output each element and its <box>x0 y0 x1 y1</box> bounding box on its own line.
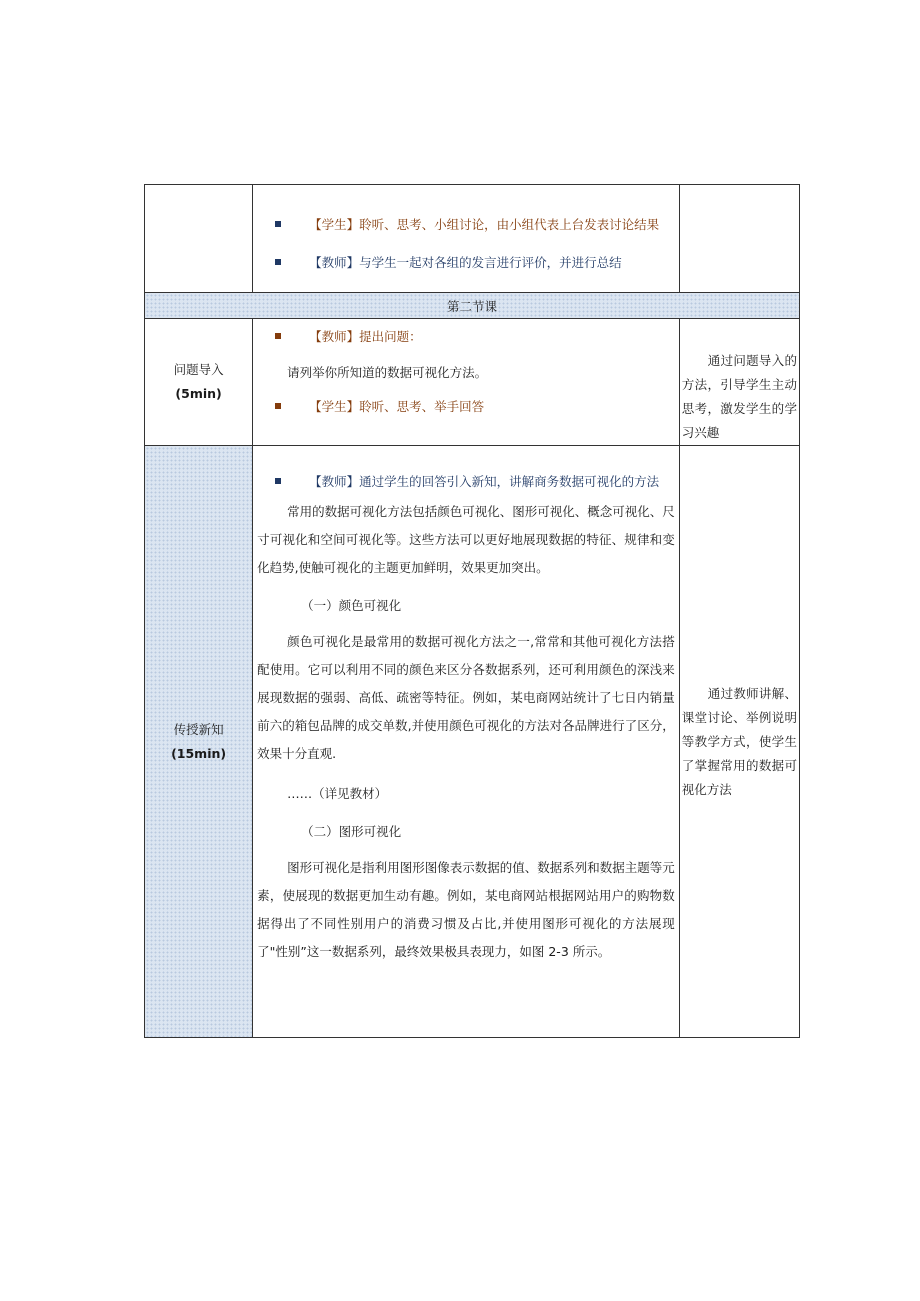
section-header-row <box>145 293 800 319</box>
question-text: 请列举你所知道的数据可视化方法。 <box>287 365 488 380</box>
body-paragraph: 图形可视化是指利用图形图像表示数据的值、数据系列和数据主题等元素，使展现的数据更加生动有趣。例如，某电商网站根据网站用户的购物数据得出了不同性别用户的消费习惯及占比,并使用图形可视化的方法展现了"性别”这一数据系列，最终效果极具表现力，如图 2-3 所示。 <box>257 860 675 959</box>
square-bullet-icon <box>275 333 281 339</box>
stage-name: 问题导入 <box>173 362 224 377</box>
intent-text: 通过教师讲解、课堂讨论、举例说明等教学方式，使学生了掌握常用的数据可视化方法 <box>681 685 797 797</box>
section-title: 第二节课 <box>145 293 800 319</box>
teacher-bullet <box>253 323 679 351</box>
subsection-heading: （一）颜色可视化 <box>301 598 402 613</box>
activity-cell <box>253 319 680 446</box>
square-bullet-icon <box>275 259 281 265</box>
stage-cell-empty <box>145 185 253 293</box>
student-bullet <box>253 393 679 421</box>
square-bullet-icon <box>275 403 281 409</box>
stage-time: (15min) <box>171 745 227 761</box>
square-bullet-icon <box>275 221 281 227</box>
square-bullet-icon <box>275 478 281 484</box>
bullet-text: 【教师】通过学生的回答引入新知，讲解商务数据可视化的方法 <box>309 474 660 489</box>
intent-cell-empty <box>679 185 799 293</box>
bullet-text: 【教师】提出问题： <box>309 329 422 344</box>
lesson-plan-table <box>144 184 800 1038</box>
see-textbook-note: ……（详见教材） <box>287 786 388 801</box>
bullet-text: 【教师】与学生一起对各组的发言进行评价，并进行总结 <box>309 255 622 270</box>
stage-time: (5min) <box>175 386 222 401</box>
intent-cell <box>679 446 799 1038</box>
activity-cell <box>253 446 680 1038</box>
body-paragraph: 颜色可视化是最常用的数据可视化方法之一,常常和其他可视化方法搭配使用。它可以利用不同的颜色来区分各数据系列，还可利用颜色的深浅来展现数据的强弱、高低、疏密等特征。例如，某电商网站统计了七日内销量前六的箱包品牌的成交单数,并使用颜色可视化的方法对各品牌进行了区分，效果十分直观. <box>257 634 675 761</box>
bullet-text: 【学生】聆听、思考、举手回答 <box>309 399 485 414</box>
body-paragraph: 常用的数据可视化方法包括颜色可视化、图形可视化、概念可视化、尺寸可视化和空间可视化等。这些方法可以更好地展现数据的特征、规律和变化趋势,使触可视化的主题更加鲜明，效果更加突出。 <box>257 504 675 575</box>
teacher-bullet <box>253 249 679 277</box>
stage-name: 传授新知 <box>173 721 224 737</box>
intent-cell <box>679 319 799 446</box>
teacher-bullet <box>253 468 679 496</box>
stage-cell <box>145 446 253 1038</box>
bullet-text: 【学生】聆听、思考、小组讨论，由小组代表上台发表讨论结果 <box>309 217 660 232</box>
intent-text: 通过问题导入的方法，引导学生主动思考，激发学生的学习兴趣 <box>681 353 797 440</box>
stage-cell <box>145 319 253 446</box>
subsection-heading: （二）图形可视化 <box>301 824 402 839</box>
table-row <box>145 185 800 293</box>
student-bullet <box>253 211 679 239</box>
table-row <box>145 446 800 1038</box>
table-row <box>145 319 800 446</box>
activity-cell <box>253 185 680 293</box>
